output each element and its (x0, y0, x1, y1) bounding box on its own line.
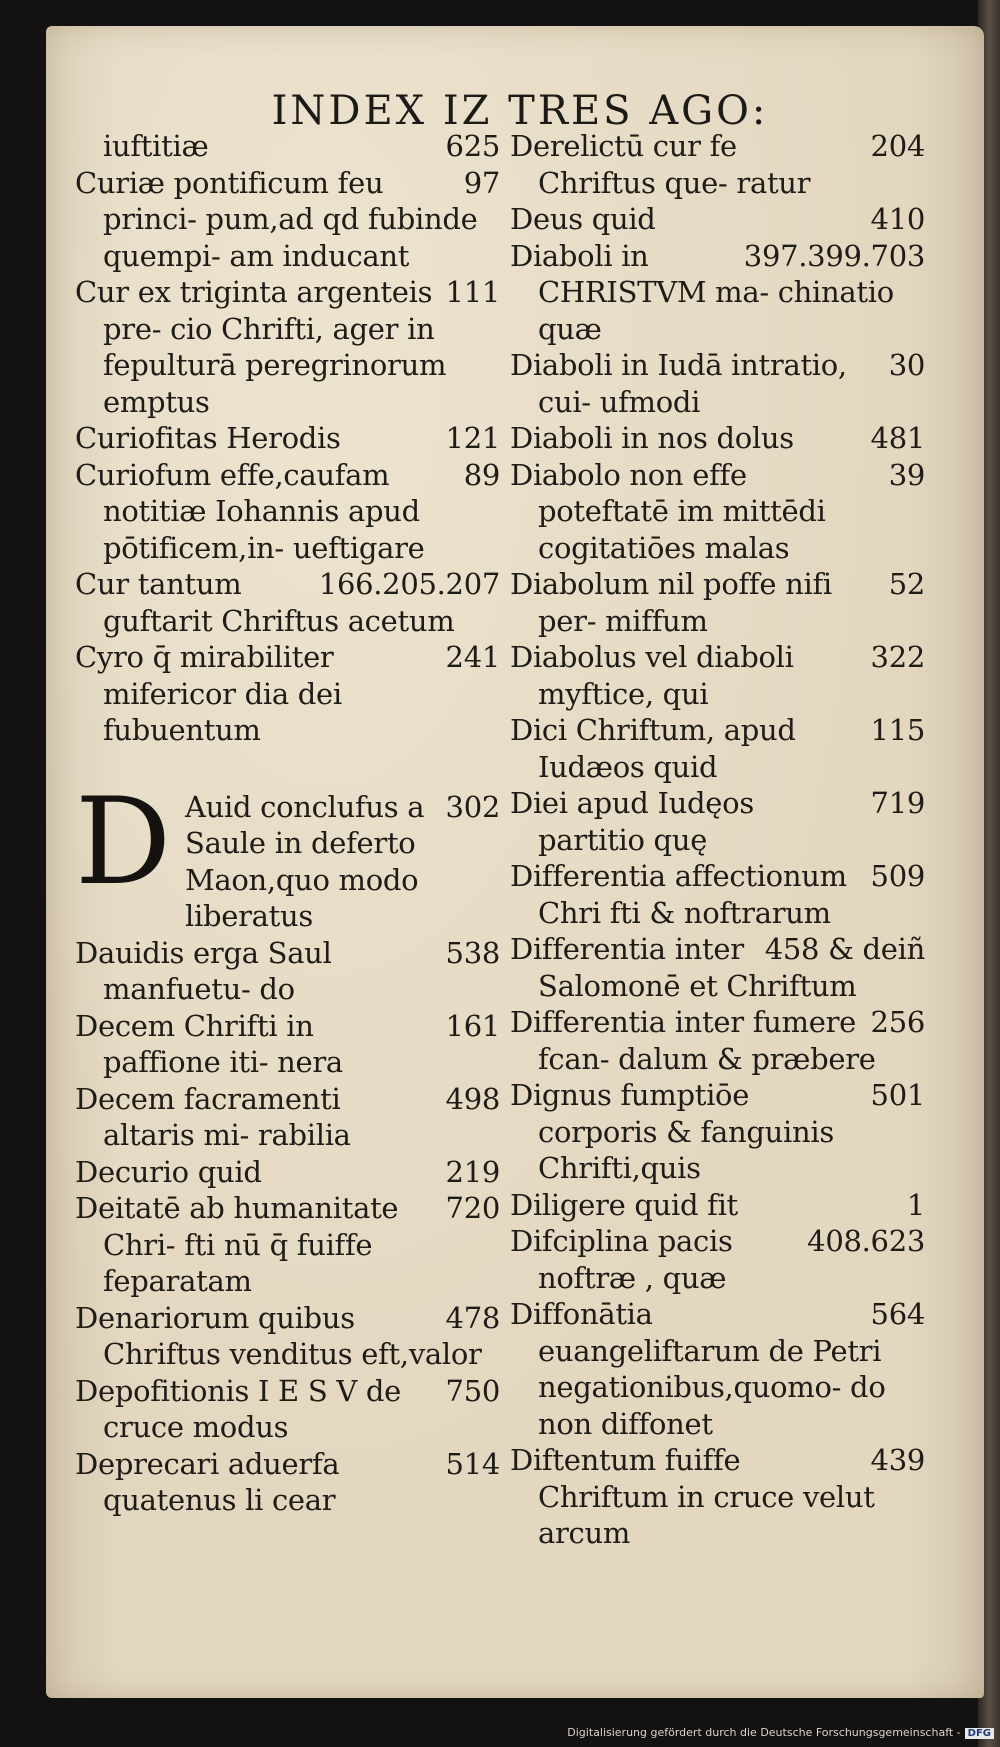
entry-text: Curiæ pontificum feu princi- pum,ad qd fubinde quempi- am inducant (75, 165, 478, 273)
page-reference: 720 (445, 1191, 500, 1225)
page-reference: 719 (870, 786, 925, 820)
index-entry (510, 457, 925, 567)
entry-text: Diaboli in nos dolus (510, 421, 794, 455)
page-reference: 1 (906, 1187, 925, 1222)
entry-text: Diaboli in Iudā intratio, cui- ufmodi (510, 348, 847, 419)
entry-text: Decem facramenti altaris mi- rabilia (75, 1081, 351, 1152)
index-entry (510, 785, 925, 858)
index-entry (75, 935, 500, 1008)
page-reference: 509 (870, 859, 925, 893)
entry-text: Derelictū cur fe Chriftus que- ratur (510, 129, 811, 200)
running-title: INDEX IZ TRES AGO: (271, 88, 769, 134)
index-entry (510, 1187, 925, 1224)
page-reference: 408.623 (807, 1224, 925, 1258)
page-reference: 204 (870, 129, 925, 163)
index-entry (75, 1190, 500, 1300)
index-entry (510, 639, 925, 712)
page-reference: 52 (888, 567, 925, 601)
entry-text: Diabolus vel diaboli myftice, qui (510, 640, 794, 711)
index-entry (75, 1154, 500, 1191)
index-entry (510, 128, 925, 201)
right-column (510, 128, 925, 1552)
entry-text: Cyro q̄ mirabiliter mifericor dia dei fubuentum (75, 640, 342, 747)
entry-text: Curiofitas Herodis (75, 421, 341, 455)
index-entry (75, 1081, 500, 1154)
entry-text: Decurio quid (75, 1154, 262, 1189)
page-reference: 161 (445, 1008, 500, 1043)
page-reference: 256 (870, 1005, 925, 1039)
entry-text: Denariorum quibus Chriftus venditus eft,valor (75, 1300, 482, 1371)
page-reference: 322 (870, 640, 925, 674)
index-entry (510, 238, 925, 348)
page-reference: 514 (445, 1446, 500, 1481)
entry-text: Diffonātia euangeliftarum de Petri negationibus,quomo- do non diffonet (510, 1297, 886, 1441)
index-entry (510, 712, 925, 785)
index-entry (510, 420, 925, 457)
entry-text: Depofitionis I E S V de cruce modus (75, 1373, 402, 1444)
entry-text: Diabolo non effe poteftatē im mittēdi cogitatiōes malas (510, 457, 826, 565)
index-entry (75, 1446, 500, 1519)
page-reference: 30 (888, 348, 925, 382)
entry-text: Cur ex triginta argenteis pre- cio Chrifti, ager in fepulturā peregrinorum emptus (75, 275, 447, 419)
index-entry (510, 1077, 925, 1187)
page-reference: 750 (445, 1373, 500, 1408)
page-reference: 625 (445, 129, 500, 163)
page-reference: 241 (445, 640, 500, 674)
index-entry (75, 1300, 500, 1373)
index-entry (75, 1008, 500, 1081)
index-entry (75, 639, 500, 749)
index-entry (510, 1223, 925, 1296)
page-reference: 410 (870, 202, 925, 236)
index-entry (510, 1296, 925, 1442)
entry-text: Diligere quid fit (510, 1187, 738, 1222)
page-reference: 458 & deiñ (764, 932, 925, 966)
entry-text: iuftitiæ (103, 129, 209, 163)
index-entry (510, 1442, 925, 1552)
index-entry (510, 931, 925, 1004)
entry-text: Diaboli in CHRISTVM ma- chinatio quæ (510, 238, 894, 346)
entry-text: Decem Chrifti in paffione iti- nera (75, 1008, 343, 1079)
index-entry (75, 566, 500, 639)
page-reference: 481 (870, 421, 925, 455)
index-entry (510, 201, 925, 238)
page-reference: 97 (463, 165, 500, 200)
page-reference: 219 (445, 1154, 500, 1189)
credit-text: Digitalisierung gefördert durch die Deutsche Forschungsgemeinschaft - (567, 1726, 961, 1739)
entry-text: Deitatē ab humanitate Chri- fti nū q̄ fuiffe feparatam (75, 1191, 399, 1298)
index-entry (75, 128, 500, 165)
index-entry (510, 566, 925, 639)
page-reference: 538 (445, 935, 500, 970)
index-entry (510, 347, 925, 420)
entry-text: Dauidis erga Saul manfuetu- do (75, 935, 332, 1006)
dfg-logo: DFG (965, 1728, 994, 1739)
entry-text: Curiofum effe,caufam notitiæ Iohannis apud pōtificem,in- ueftigare (75, 457, 425, 565)
page-reference: 478 (445, 1300, 500, 1335)
entry-text: Differentia inter fumere fcan- dalum & præbere (510, 1005, 876, 1076)
entry-text: Deprecari aduerfa quatenus li cear (75, 1446, 340, 1517)
page-reference: 501 (870, 1078, 925, 1112)
index-entry (75, 274, 500, 420)
page-reference: 166.205.207 (318, 567, 500, 601)
page-reference: 302 (445, 789, 500, 824)
index-entry (75, 420, 500, 457)
index-entry (510, 858, 925, 931)
page-reference: 564 (870, 1297, 925, 1331)
index-entry (510, 1004, 925, 1077)
index-entry (75, 1373, 500, 1446)
entry-text: Differentia affectionum Chri fti & noftrarum (510, 859, 847, 930)
index-entry (75, 457, 500, 567)
entry-text: Dignus fumptiōe corporis & fanguinis Chrifti,quis (510, 1078, 834, 1185)
page-reference: 439 (870, 1443, 925, 1477)
digitization-credit (567, 1726, 994, 1739)
index-entry (75, 165, 500, 275)
page-reference: 498 (445, 1081, 500, 1116)
entry-text: Cur tantum guftarit Chriftus acetum (75, 567, 455, 638)
index-entry-dropcap (75, 772, 500, 935)
entry-text: Dici Chriftum, apud Iudæos quid (510, 713, 796, 784)
entry-text: Difciplina pacis noftræ , quæ (510, 1224, 733, 1295)
page-reference: 111 (445, 275, 500, 309)
page-reference: 397.399.703 (743, 238, 925, 273)
page-reference: 39 (888, 457, 925, 492)
page-reference: 121 (445, 421, 500, 455)
drop-cap: D (75, 772, 171, 912)
entry-text: Differentia inter Salomonē et Chriftum (510, 932, 857, 1003)
left-column (75, 128, 500, 1519)
entry-text: Diftentum fuiffe Chriftum in cruce velut arcum (510, 1443, 875, 1550)
entry-text: Deus quid (510, 202, 656, 236)
entry-text: Auid conclufus a Saule in deferto Maon,quo modo liberatus (185, 789, 425, 933)
page-reference: 89 (463, 457, 500, 492)
entry-text: Diabolum nil poffe nifi per- miffum (510, 567, 832, 638)
entry-text: Diei apud Iudęos partitio quę (510, 786, 754, 857)
page-reference: 115 (870, 713, 925, 747)
